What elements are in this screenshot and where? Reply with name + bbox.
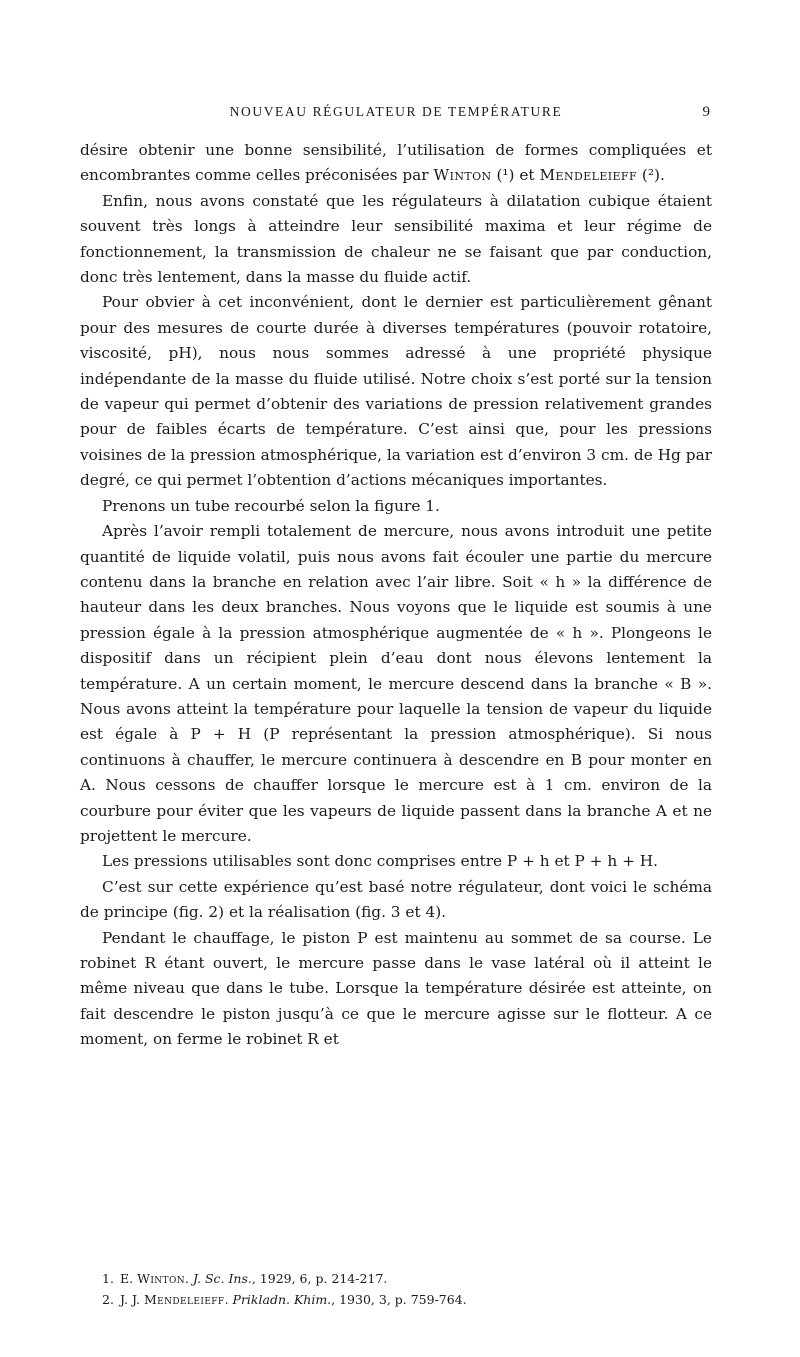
footnote-number: 1. — [102, 1271, 114, 1286]
footnote-author: Winton — [137, 1271, 186, 1286]
paragraph-1-text: désire obtenir une bonne sensibilité, l’utilisation de formes compliquées et encombrantes comme celles préconisées par — [80, 141, 712, 185]
paragraph-5: Après l’avoir rempli totalement de mercure, nous avons introduit une petite quantité de liquide volatil, puis nous avons fait écouler une partie du mercure contenu dans la branche en relation avec l’air libre. Soit « h » la différence de hauteur dans les deux branches. Nous voyons que le liquide est soumis à une pression égale à la pression atmosphérique augmentée de « h ». Plongeons le dispositif dans un récipient plein d’eau dont nous élevons lentement la température. A un certain moment, le mercure descend dans la branche « B ». Nous avons atteint la température pour laquelle la tension de vapeur du liquide est égale à P + H (P représentant la pression atmosphérique). Si nous continuons à chauffer, le mercure continuera à descendre en B pour monter en A. Nous cessons de chauffer lorsque le mercure est à 1 cm. environ de la courbure pour éviter que les vapeurs de liquide passent dans la branche A et ne projettent le mercure. — [80, 522, 712, 845]
footnote-1 — [102, 1268, 712, 1289]
footnote-author-initial: J. J. — [120, 1292, 144, 1307]
footnote-journal: Prikladn. Khim. — [232, 1292, 332, 1307]
paragraph-7: C’est sur cette expérience qu’est basé notre régulateur, dont voici le schéma de principe (fig. 2) et la réalisation (fig. 3 et 4). — [80, 877, 712, 922]
running-title: NOUVEAU RÉGULATEUR DE TEMPÉRATURE — [229, 104, 563, 119]
author-mendeleieff: Mendeleieff — [539, 166, 637, 185]
footnote-author-initial: E. — [120, 1271, 138, 1286]
paragraph-6: Les pressions utilisables sont donc comprises entre P + h et P + h + H. — [102, 852, 658, 871]
paragraph-4: Prenons un tube recourbé selon la figure 1. — [102, 496, 440, 515]
paragraph-1 — [80, 138, 712, 189]
author-winton: Winton — [433, 166, 492, 185]
paragraph-3: Pour obvier à cet inconvénient, dont le dernier est particulièrement gênant pour des mesures de courte durée à diverses températures (pouvoir rotatoire, viscosité, pH), nous nous sommes adressé à une propriété physique indépendante de la masse du fluide utilisé. Notre choix s’est porté sur la tension de vapeur qui permet d’obtenir des variations de pression relativement grandes pour de faibles écarts de température. C’est ainsi que, pour les pressions voisines de la pression atmosphérique, la variation est d’environ 3 cm. de Hg par degré, ce qui permet l’obtention d’actions mécaniques importantes. — [80, 293, 712, 490]
footnote-author: Mendeleieff — [143, 1292, 225, 1307]
footnote-number: 2. — [102, 1292, 114, 1307]
footnote-separator: . — [185, 1271, 193, 1286]
paragraph-2: Enfin, nous avons constaté que les régulateurs à dilatation cubique étaient souvent très longs à atteindre leur sensibilité maxima et leur régime de fonctionnement, la transmission de chaleur ne se faisant que par conduction, donc très lentement, dans la masse du fluide actif. — [80, 191, 712, 287]
footnote-journal: J. Sc. Ins. — [192, 1271, 252, 1286]
footnote-2 — [102, 1289, 712, 1310]
footnote-ref-2[interactable]: (²). — [641, 166, 665, 185]
body-text — [80, 138, 712, 1053]
footnote-citation: , 1930, 3, p. 759-764. — [331, 1292, 467, 1307]
paragraph-8: Pendant le chauffage, le piston P est maintenu au sommet de sa course. Le robinet R étant ouvert, le mercure passe dans le vase latéral où il atteint le même niveau que dans le tube. Lorsque la température désirée est atteinte, on fait descendre le piston jusqu’à ce que le mercure agisse sur le flotteur. A ce moment, on ferme le robinet R et — [80, 928, 712, 1049]
page-number: 9 — [702, 104, 710, 120]
running-head — [80, 104, 712, 124]
footnote-citation: , 1929, 6, p. 214-217. — [251, 1271, 388, 1286]
footnote-ref-1[interactable]: (¹) — [496, 166, 515, 185]
footnotes — [102, 1268, 712, 1310]
footnote-separator: . — [224, 1292, 233, 1307]
conjunction: et — [514, 166, 540, 185]
